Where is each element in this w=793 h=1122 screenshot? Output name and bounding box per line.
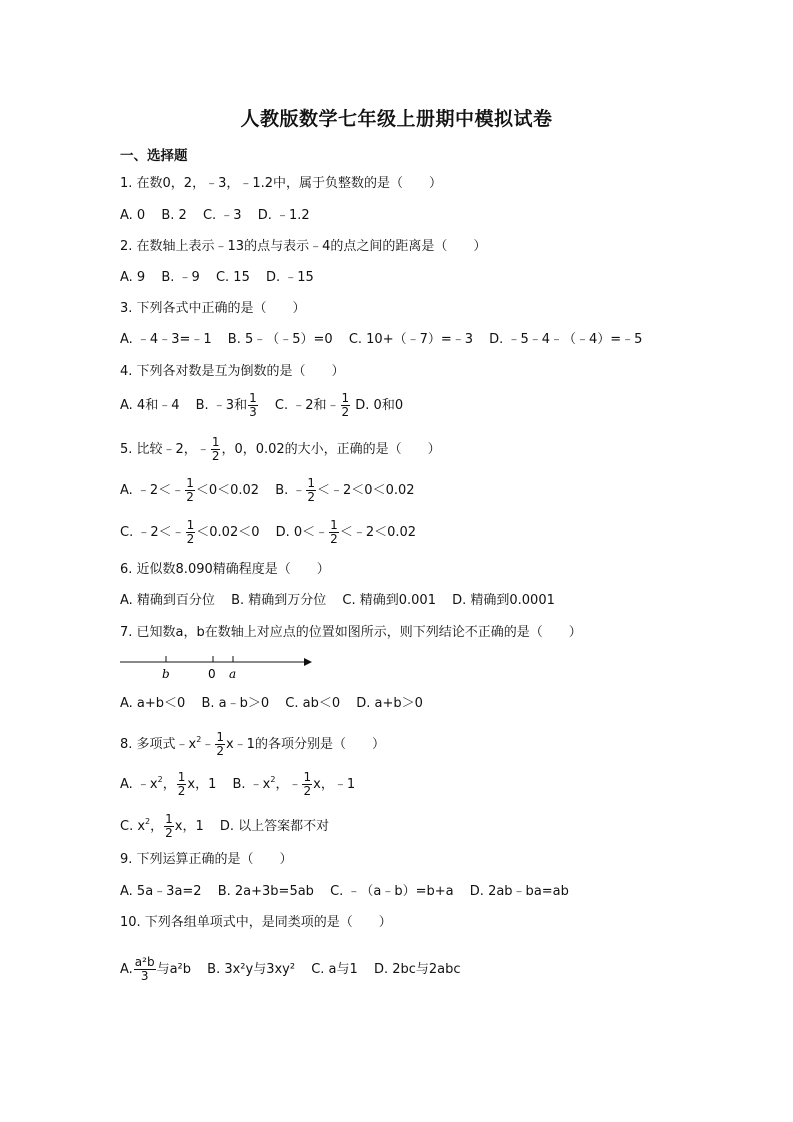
option-a: A. 9 [120,270,146,285]
question-7-options [120,694,423,714]
numerator: 1 [186,518,195,532]
option-b: B. 3x²y与3xy² [207,962,296,977]
question-4-stem: 4. 下列各对数是互为倒数的是（ ） [120,364,345,379]
stem-text: x﹣1的各项分别是（ ） [225,737,385,752]
denominator: 2 [186,490,194,504]
option-c [274,391,351,419]
question-6-stem: 6. 近似数8.090精确程度是（ ） [120,562,330,577]
denominator: 2 [177,784,186,798]
numerator: a²b [134,955,155,969]
question-9-stem: 9. 下列运算正确的是（ ） [120,852,293,867]
denominator: 2 [341,405,350,419]
question-10-stem: 10. 下列各组单项式中，是同类项的是（ ） [120,915,392,930]
fraction [302,771,312,798]
numerator: 1 [303,770,312,784]
option-c: C. ab＜0 [285,696,341,711]
numerator: 1 [165,812,173,826]
option-c [120,518,260,546]
option-c: C. ﹣（a﹣b）=b+a [330,884,454,899]
option-d: D. 精确到0.0001 [452,593,555,608]
question-3-stem: 3. 下列各式中正确的是（ ） [120,301,306,316]
question-2-stem: 2. 在数轴上表示﹣13的点与表示﹣4的点之间的距离是（ ） [120,239,487,254]
question-10-options [120,956,461,983]
stem-text: ，0，0.02的大小，正确的是（ ） [221,442,441,457]
option-d: D. 2ab﹣ba=ab [469,884,569,899]
option-b: B. 2a+3b=5ab [217,884,314,899]
numerator: 1 [249,391,257,405]
option-b-text: x，﹣1 [313,777,356,792]
option-b: B. ﹣9 [161,270,200,285]
question-5-option-cd [120,519,416,546]
question-3-options [120,330,642,350]
option-c: C. a与1 [311,962,358,977]
superscript: 2 [196,735,202,744]
fraction [164,813,174,840]
option-c-text: ， [150,819,164,834]
option-a-text: x，1 [187,777,217,792]
superscript: 2 [270,775,276,784]
option-b: B. 精确到万分位 [231,593,327,608]
stem-text: 8. 多项式﹣x [120,737,197,752]
label-0: 0 [208,667,216,681]
label-a: a [229,667,237,681]
fraction [215,731,225,758]
question-8-stem [120,730,385,758]
option-c: C. 精确到0.001 [342,593,436,608]
option-c: C. ﹣3 [202,208,242,223]
question-1-options [120,206,310,226]
number-line-figure [118,650,318,684]
option-a-text: A. ﹣2＜﹣ [120,483,185,498]
option-d: D. 2bc与2abc [373,962,461,977]
option-c-text: C. ﹣2和﹣ [274,398,340,413]
denominator: 2 [330,532,338,546]
option-a-text: 与a²b [156,962,192,977]
denominator: 2 [216,744,224,758]
option-a: A. 5a﹣3a=2 [120,884,202,899]
question-8-option-cd [120,812,329,840]
option-b: B. 5﹣（﹣5）=0 [227,332,333,347]
numerator: 1 [330,518,338,532]
denominator: 3 [249,405,257,419]
fraction [186,519,196,546]
numerator: 1 [177,770,186,784]
option-b-text: B. ﹣ [275,483,306,498]
option-d-text: ＜﹣2＜0.02 [339,525,417,540]
option-a-text: ＜0＜0.02 [195,483,260,498]
fraction [211,436,221,463]
label-b: b [162,667,170,681]
option-a: A. ﹣4﹣3=﹣1 [120,332,212,347]
option-b-text: B. ﹣3和 [195,398,248,413]
superscript: 2 [157,775,163,784]
question-1-stem: 1. 在数0，2，﹣3，﹣1.2中，属于负整数的是（ ） [120,176,443,191]
denominator: 2 [307,490,316,504]
fraction [329,519,339,546]
option-a-text: A. [120,962,133,977]
denominator: 2 [186,532,195,546]
option-c-text: x，1 [174,819,204,834]
option-a: A. 精确到百分位 [120,593,215,608]
option-a: A. a+b＜0 [120,696,186,711]
arrow-right-icon [304,658,312,666]
option-b: B. a﹣b＞0 [201,696,270,711]
option-b [195,391,259,419]
option-a [120,476,260,504]
option-c-text: C. x [120,819,146,834]
numerator: 1 [211,435,220,449]
question-2-options [120,268,314,288]
option-a-text: ， [162,777,176,792]
denominator: 2 [303,784,312,798]
question-7-stem: 7. 已知数a，b在数轴上对应点的位置如图所示，则下列结论不正确的是（ ） [120,625,582,640]
superscript: 2 [145,817,151,826]
option-c: C. 15 [215,270,250,285]
question-9-options [120,882,569,902]
fraction [177,771,187,798]
option-b-text: ，﹣ [275,777,302,792]
option-c-text: ＜0.02＜0 [196,525,260,540]
numerator: 1 [307,476,316,490]
numerator: 1 [216,730,224,744]
option-c [120,812,204,840]
question-5-stem [120,436,441,463]
numerator: 1 [186,476,194,490]
option-b [275,476,415,504]
page-title: 人教版数学七年级上册期中模拟试卷 [240,108,553,130]
option-b: B. 2 [161,208,187,223]
option-c: C. 10+（﹣7）=﹣3 [348,332,474,347]
question-5-option-ab [120,477,415,504]
option-d: D. 0和0 [355,398,404,413]
numerator: 1 [341,391,350,405]
option-d [275,518,417,546]
denominator: 2 [165,826,173,840]
stem-text: 5. 比较﹣2，﹣ [120,442,210,457]
option-d-text: D. 0＜﹣ [275,525,329,540]
question-8-option-ab [120,770,355,798]
option-d: D. ﹣15 [265,270,314,285]
option-a: A. 0 [120,208,146,223]
fraction [306,477,316,504]
denominator: 2 [211,449,220,463]
fraction [185,477,195,504]
question-4-options [120,392,403,419]
option-d: D. ﹣1.2 [257,208,310,223]
option-b [232,770,356,798]
denominator: 3 [134,969,156,983]
option-d: D. a+b＞0 [356,696,423,711]
question-6-options [120,591,555,611]
fraction [134,956,156,983]
option-a-text: A. ﹣x [120,777,158,792]
fraction [248,392,258,419]
option-a: A. 4和﹣4 [120,398,180,413]
option-c-text: C. ﹣2＜﹣ [120,525,185,540]
option-a [120,770,217,798]
stem-text: ﹣ [201,737,215,752]
option-d: D. ﹣5﹣4﹣（﹣4）=﹣5 [489,332,643,347]
section-heading: 一、选择题 [120,148,188,164]
option-b-text: B. ﹣x [232,777,271,792]
option-b-text: ＜﹣2＜0＜0.02 [317,483,415,498]
option-d: D. 以上答案都不对 [219,819,330,834]
fraction [341,392,351,419]
option-a [120,955,192,983]
